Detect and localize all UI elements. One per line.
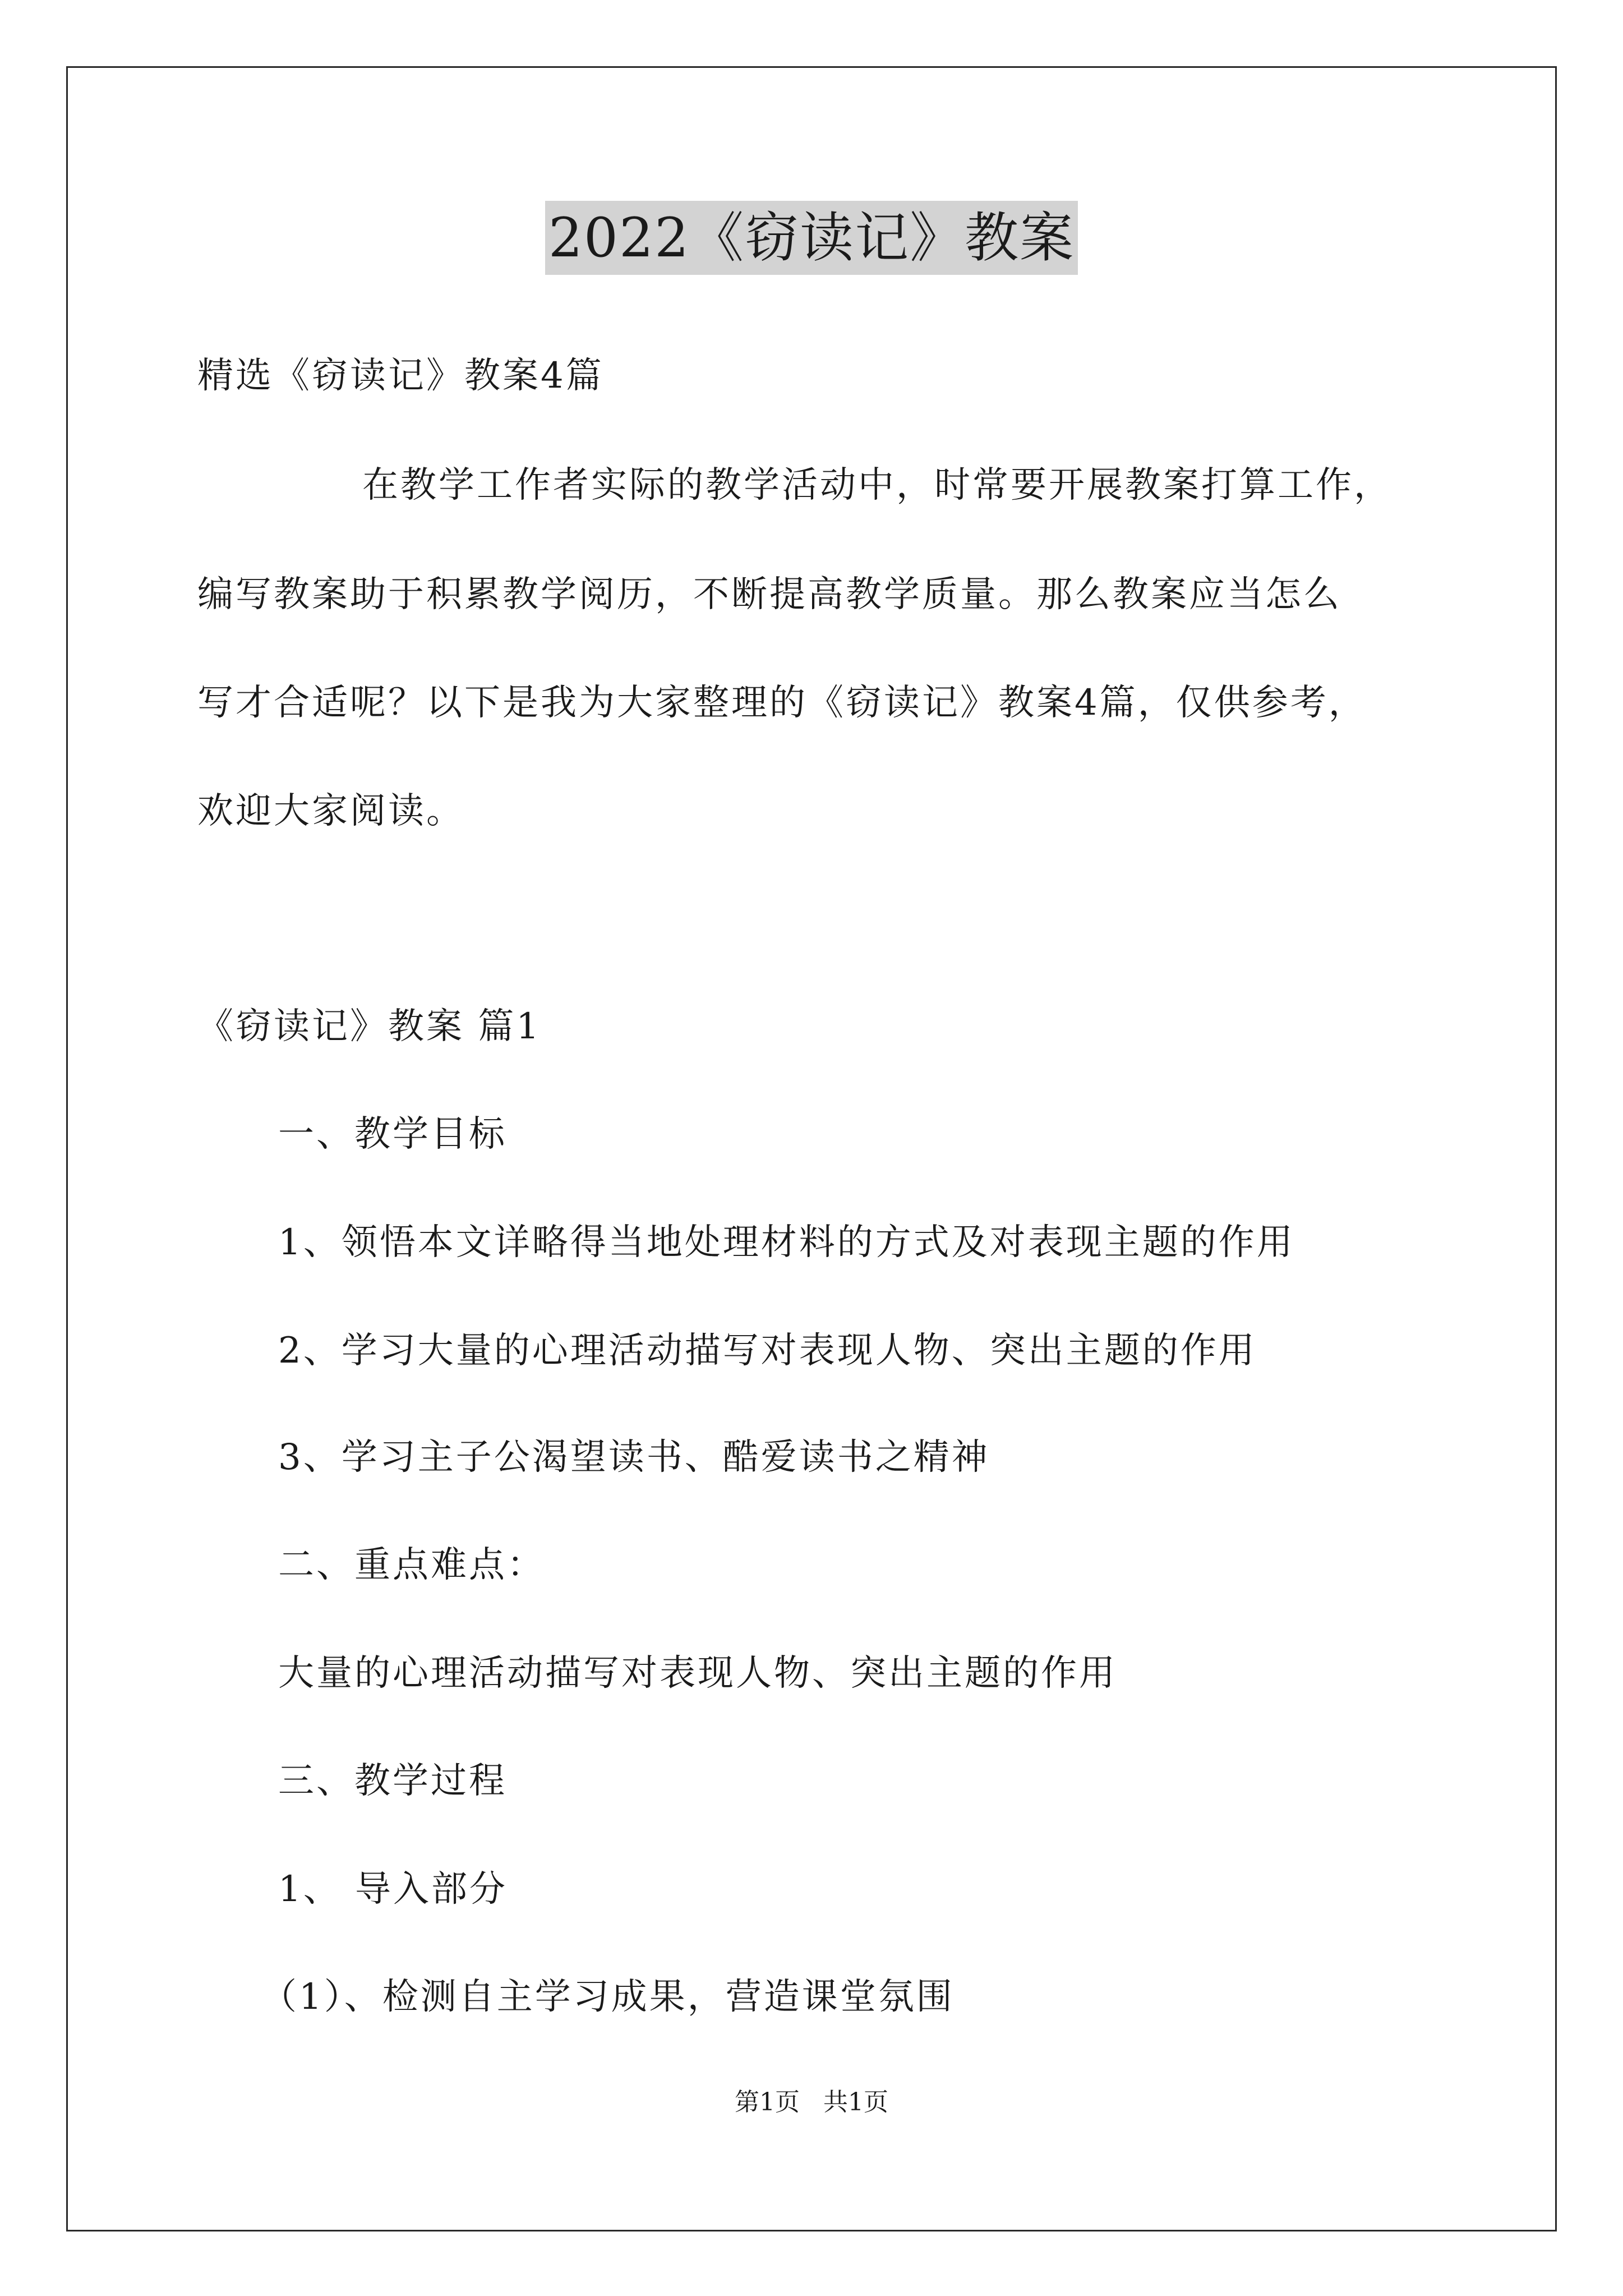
section-heading: 《窃读记》教案 篇1 [197, 1006, 542, 1047]
body-line: 二、重点难点： [278, 1544, 545, 1586]
document-subtitle: 精选《窃读记》教案4篇 [197, 355, 604, 397]
intro-line-1: 在教学工作者实际的教学活动中，时常要开展教案打算工作， [362, 464, 1392, 506]
title-container [0, 201, 1623, 275]
body-line: 三、教学过程 [278, 1760, 507, 1802]
body-line: 3、学习主子公渴望读书、酷爱读书之精神 [278, 1437, 990, 1478]
body-line: （1）、检测自主学习成果，营造课堂氛围 [261, 1976, 955, 2018]
intro-line-2: 编写教案助于积累教学阅历，不断提高教学质量。那么教案应当怎么 [197, 574, 1341, 615]
body-line: 一、教学目标 [278, 1114, 507, 1155]
body-line: 2、学习大量的心理活动描写对表现人物、突出主题的作用 [278, 1330, 1257, 1372]
body-line: 1、 导入部分 [278, 1869, 508, 1910]
intro-line-3: 写才合适呢？以下是我为大家整理的《窃读记》教案4篇，仅供参考， [197, 682, 1367, 724]
intro-line-4: 欢迎大家阅读。 [197, 790, 464, 832]
page-footer: 第1页 共1页 [735, 2088, 888, 2116]
body-line: 大量的心理活动描写对表现人物、突出主题的作用 [278, 1653, 1117, 1694]
document-title: 2022《窃读记》教案 [545, 201, 1078, 275]
body-line: 1、领悟本文详略得当地处理材料的方式及对表现主题的作用 [278, 1222, 1295, 1263]
